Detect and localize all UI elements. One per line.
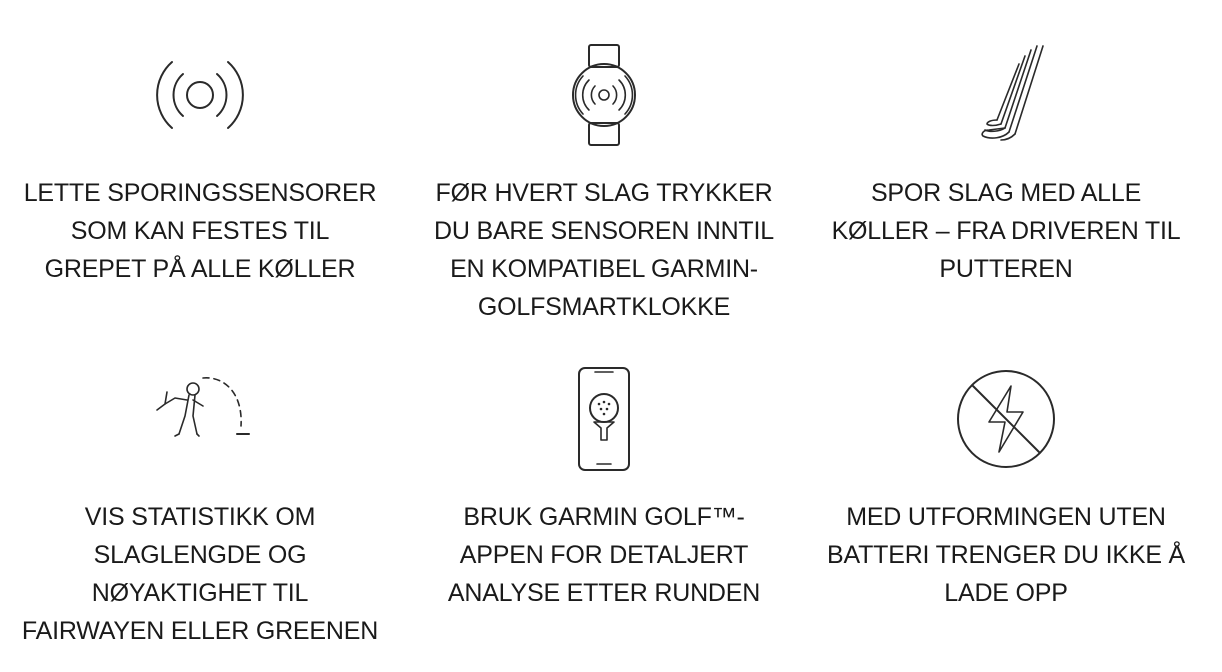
golfer-swing-icon: [145, 364, 255, 474]
feature-watch: [404, 40, 804, 326]
feature-label: BRUK GARMIN GOLF™- APPEN FOR DETALJERT ANALYSE ETTER RUNDEN: [447, 503, 761, 607]
smartwatch-icon: [549, 40, 659, 150]
phone-golf-ball-icon: [549, 364, 659, 474]
feature-app: [404, 364, 804, 612]
feature-stats: [0, 364, 400, 650]
feature-label: LETTE SPORINGSSENSORER SOM KAN FESTES TIL GREPET PÅ ALLE KØLLER: [23, 179, 377, 283]
no-battery-charge-icon: [951, 364, 1061, 474]
feature-label: VIS STATISTIKK OM SLAGLENGDE OG NØYAKTIGHET TIL FAIRWAYEN ELLER GREENEN: [21, 503, 379, 645]
golf-clubs-icon: [951, 40, 1061, 150]
feature-label: FØR HVERT SLAG TRYKKER DU BARE SENSOREN INNTIL EN KOMPATIBEL GARMIN- GOLFSMARTKLOKKE: [434, 179, 774, 321]
feature-label: MED UTFORMINGEN UTEN BATTERI TRENGER DU IKKE Å LADE OPP: [826, 503, 1186, 607]
feature-clubs: [806, 40, 1206, 288]
feature-battery: [806, 364, 1206, 612]
feature-label: SPOR SLAG MED ALLE KØLLER – FRA DRIVEREN TIL PUTTEREN: [831, 179, 1181, 283]
sensor-signal-icon: [145, 40, 255, 150]
feature-sensor: [0, 40, 400, 288]
